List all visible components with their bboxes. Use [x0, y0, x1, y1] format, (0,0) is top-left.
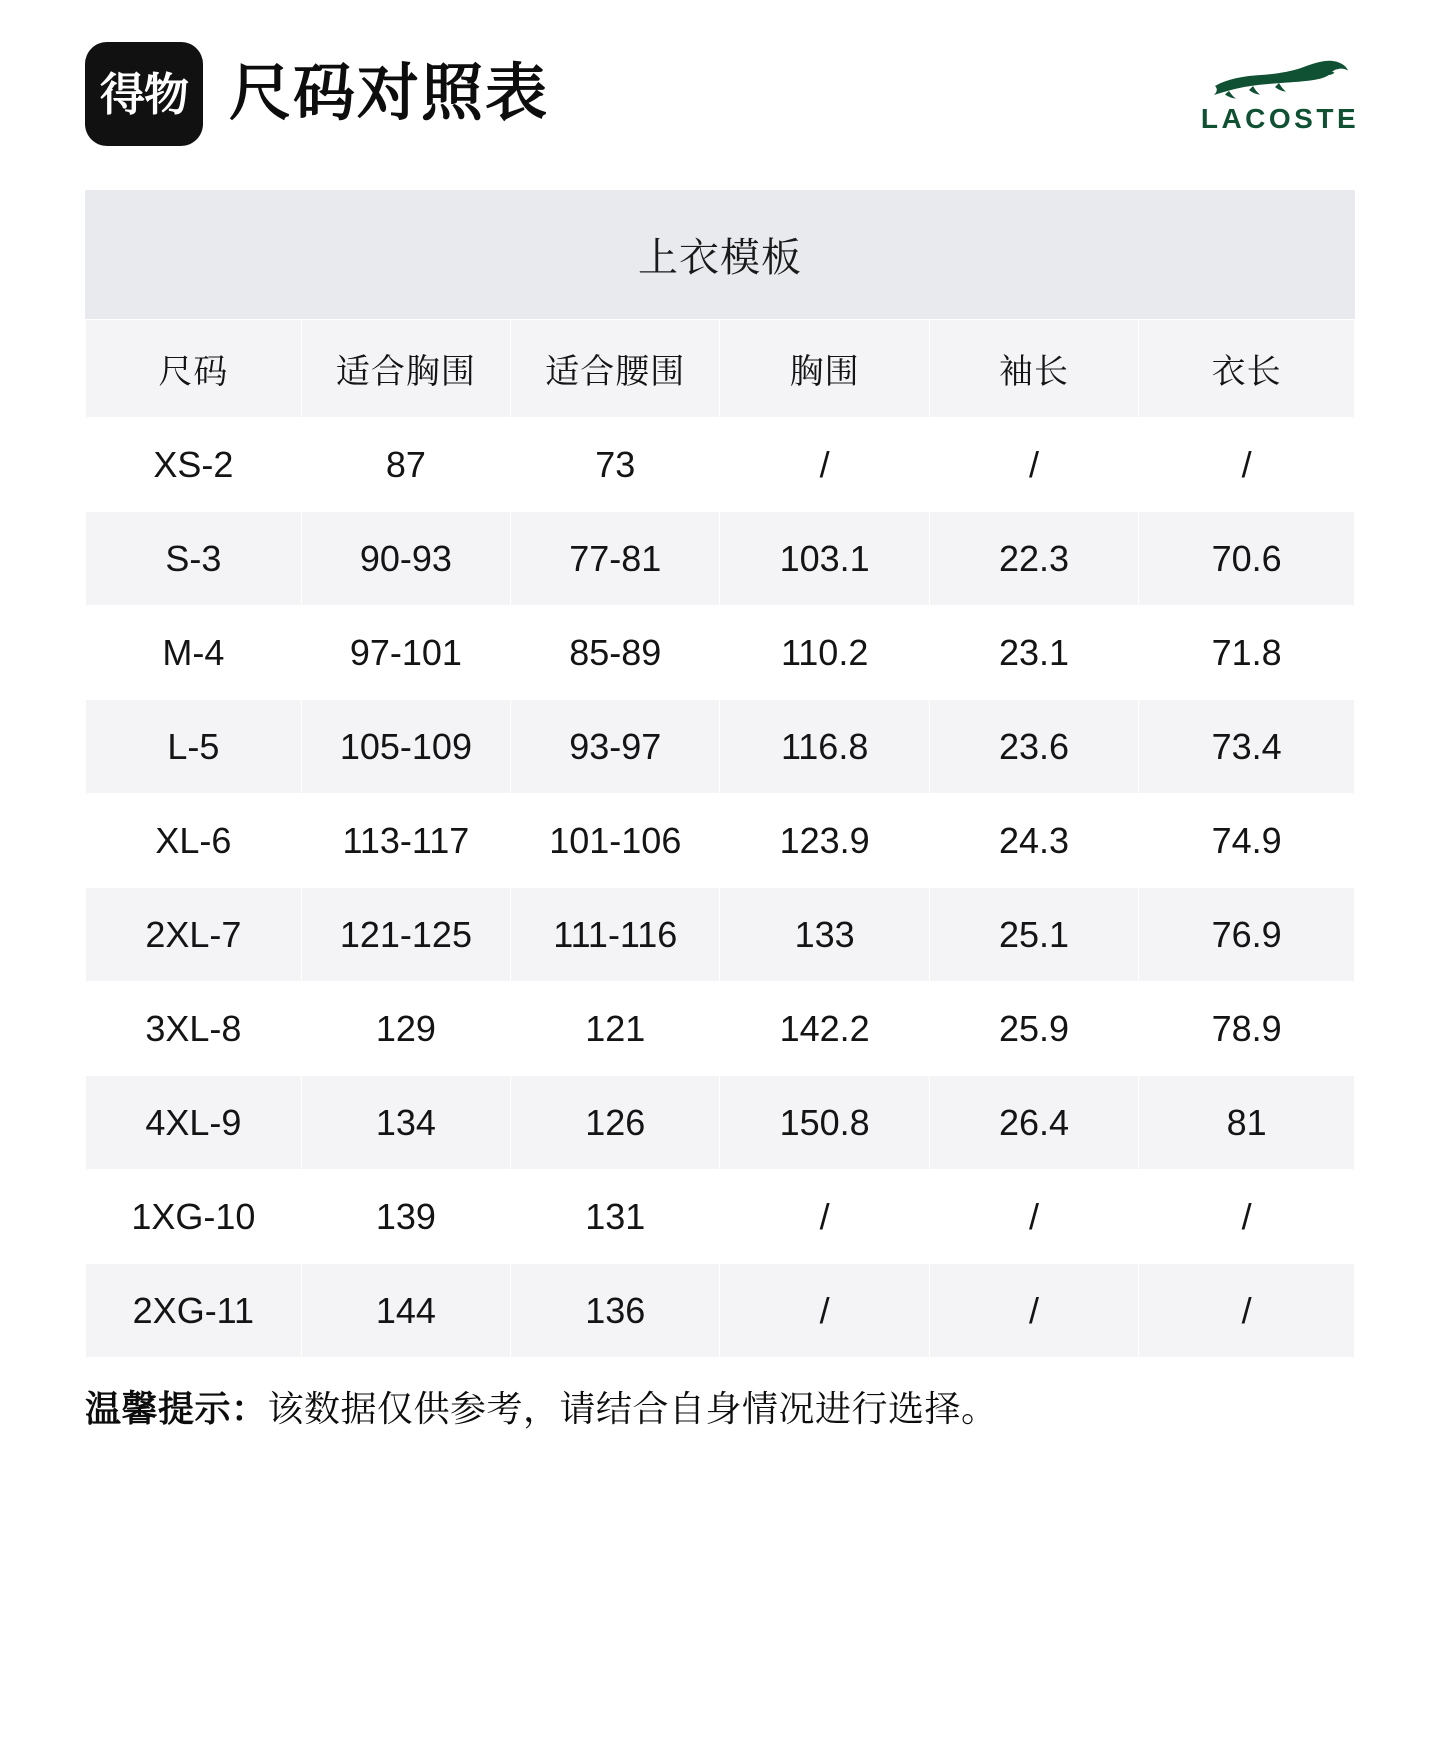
cell-chest: / — [720, 1264, 929, 1358]
table-row — [86, 606, 1355, 700]
cell-size: XS-2 — [86, 418, 302, 512]
size-table — [85, 319, 1355, 1358]
cell-size: 3XL-8 — [86, 982, 302, 1076]
cell-length: 74.9 — [1139, 794, 1355, 888]
table-row — [86, 700, 1355, 794]
cell-sleeve: / — [929, 1170, 1138, 1264]
cell-chest: 150.8 — [720, 1076, 929, 1170]
cell-fit-waist: 85-89 — [511, 606, 720, 700]
cell-size: L-5 — [86, 700, 302, 794]
lacoste-logo — [1200, 55, 1360, 135]
cell-size: 2XL-7 — [86, 888, 302, 982]
cell-fit-waist: 73 — [511, 418, 720, 512]
dewu-brand-badge-text: 得物 — [99, 68, 188, 120]
cell-sleeve: / — [929, 418, 1138, 512]
table-body — [86, 418, 1355, 1358]
table-row — [86, 982, 1355, 1076]
cell-size: 4XL-9 — [86, 1076, 302, 1170]
column-header-length: 衣长 — [1139, 320, 1355, 418]
cell-chest: / — [720, 418, 929, 512]
cell-fit-waist: 93-97 — [511, 700, 720, 794]
cell-sleeve: 22.3 — [929, 512, 1138, 606]
dewu-brand-badge — [85, 42, 203, 146]
cell-fit-chest: 139 — [301, 1170, 510, 1264]
column-header-chest: 胸围 — [720, 320, 929, 418]
cell-fit-chest: 97-101 — [301, 606, 510, 700]
cell-fit-waist: 77-81 — [511, 512, 720, 606]
column-header-fit-chest: 适合胸围 — [301, 320, 510, 418]
cell-fit-chest: 134 — [301, 1076, 510, 1170]
cell-fit-waist: 136 — [511, 1264, 720, 1358]
cell-sleeve: 23.1 — [929, 606, 1138, 700]
page-title: 尺码对照表 — [229, 59, 550, 128]
cell-size: XL-6 — [86, 794, 302, 888]
cell-length: 81 — [1139, 1076, 1355, 1170]
cell-fit-waist: 111-116 — [511, 888, 720, 982]
cell-fit-waist: 126 — [511, 1076, 720, 1170]
cell-length: 71.8 — [1139, 606, 1355, 700]
lacoste-wordmark: LACOSTE — [1200, 103, 1360, 134]
size-table-section — [85, 190, 1355, 1358]
footer-note — [85, 1384, 1355, 1434]
table-head — [86, 320, 1355, 418]
table-row — [86, 512, 1355, 606]
table-caption: 上衣模板 — [85, 190, 1355, 319]
cell-fit-chest: 121-125 — [301, 888, 510, 982]
cell-chest: 116.8 — [720, 700, 929, 794]
cell-length: 70.6 — [1139, 512, 1355, 606]
cell-sleeve: / — [929, 1264, 1138, 1358]
cell-fit-waist: 121 — [511, 982, 720, 1076]
cell-size: S-3 — [86, 512, 302, 606]
cell-length: / — [1139, 1264, 1355, 1358]
cell-size: 1XG-10 — [86, 1170, 302, 1264]
table-header-row — [86, 320, 1355, 418]
table-row — [86, 888, 1355, 982]
table-row — [86, 1170, 1355, 1264]
cell-size: M-4 — [86, 606, 302, 700]
cell-chest: 123.9 — [720, 794, 929, 888]
cell-sleeve: 23.6 — [929, 700, 1138, 794]
table-row — [86, 1076, 1355, 1170]
footer-note-label: 温馨提示： — [85, 1388, 268, 1429]
crocodile-icon — [1209, 55, 1351, 101]
cell-size: 2XG-11 — [86, 1264, 302, 1358]
cell-fit-waist: 101-106 — [511, 794, 720, 888]
cell-length: / — [1139, 418, 1355, 512]
cell-chest: / — [720, 1170, 929, 1264]
cell-chest: 142.2 — [720, 982, 929, 1076]
table-row — [86, 794, 1355, 888]
cell-fit-chest: 144 — [301, 1264, 510, 1358]
cell-fit-chest: 87 — [301, 418, 510, 512]
cell-sleeve: 26.4 — [929, 1076, 1138, 1170]
cell-fit-chest: 105-109 — [301, 700, 510, 794]
column-header-size: 尺码 — [86, 320, 302, 418]
cell-sleeve: 25.9 — [929, 982, 1138, 1076]
cell-fit-chest: 129 — [301, 982, 510, 1076]
cell-chest: 110.2 — [720, 606, 929, 700]
cell-length: 78.9 — [1139, 982, 1355, 1076]
cell-chest: 133 — [720, 888, 929, 982]
cell-fit-waist: 131 — [511, 1170, 720, 1264]
page-header — [0, 0, 1440, 160]
cell-length: 76.9 — [1139, 888, 1355, 982]
cell-sleeve: 25.1 — [929, 888, 1138, 982]
table-row — [86, 418, 1355, 512]
footer-note-text: 该数据仅供参考，请结合自身情况进行选择。 — [267, 1388, 998, 1429]
cell-length: 73.4 — [1139, 700, 1355, 794]
table-row — [86, 1264, 1355, 1358]
column-header-sleeve: 袖长 — [929, 320, 1138, 418]
cell-fit-chest: 90-93 — [301, 512, 510, 606]
cell-chest: 103.1 — [720, 512, 929, 606]
cell-fit-chest: 113-117 — [301, 794, 510, 888]
cell-sleeve: 24.3 — [929, 794, 1138, 888]
column-header-fit-waist: 适合腰围 — [511, 320, 720, 418]
cell-length: / — [1139, 1170, 1355, 1264]
